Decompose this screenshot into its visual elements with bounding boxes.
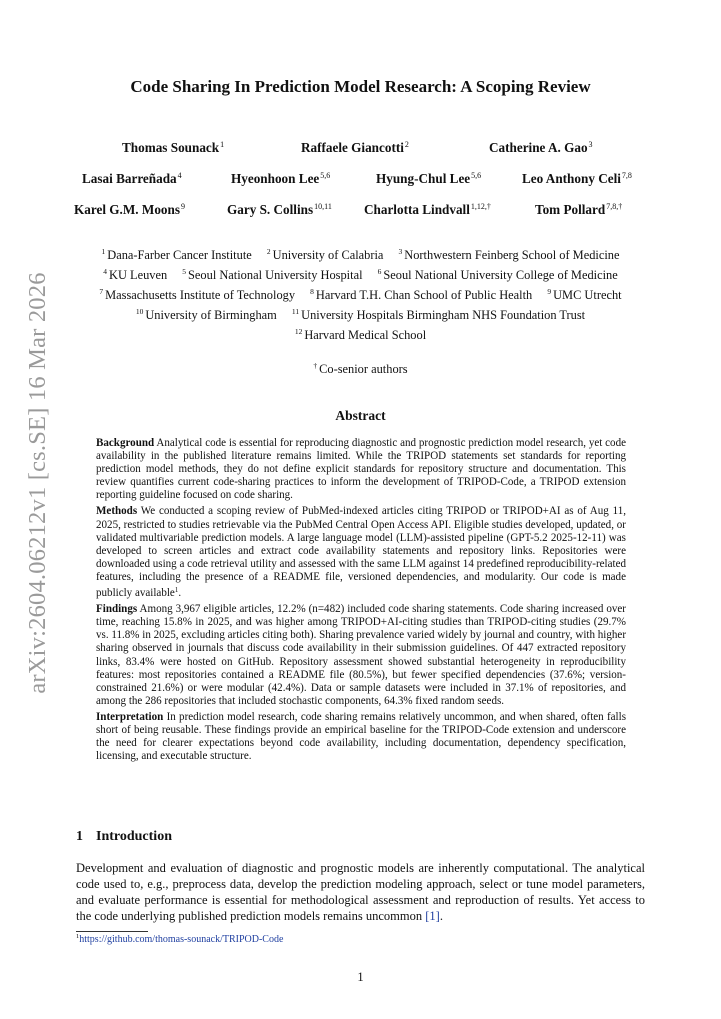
paper-title: Code Sharing In Prediction Model Research: A Scoping Review (130, 77, 591, 96)
affiliation: $^3$ Northwestern Feinberg School of Medicine (398, 247, 620, 262)
abstract-background: Background Analytical code is essential for reproducing diagnostic and prognostic prediction model research, yet code availability in the published literature remains limited. While the TRIPOD statements set standards for reporting prediction model methods, they do not define explicit standards for repository structure and documentation. This review quantifies current code-sharing practices to inform the development of TRIPOD-Code, a TRIPOD extension reporting guideline focused on code sharing. (96, 437, 626, 502)
citation-link[interactable]: [1] (425, 909, 440, 923)
affiliation: $^8$ Harvard T.H. Chan School of Public Health (310, 287, 533, 302)
affiliation: $^4$ KU Leuven (103, 267, 168, 282)
author-name: Karel G.M. Moons$^9$ (74, 202, 185, 217)
affiliation-line (0, 287, 721, 303)
page-number: 1 (357, 970, 364, 984)
affiliation-line (0, 327, 721, 343)
affiliation-line (0, 267, 721, 283)
affiliation: $^{10}$ University of Birmingham (135, 307, 277, 322)
author-name: Raffaele Giancotti$^2$ (301, 140, 409, 155)
affiliation: $^5$ Seoul National University Hospital (182, 267, 363, 282)
author-name: Hyeonhoon Lee$^{5,6}$ (231, 171, 331, 186)
author-name: Catherine A. Gao$^3$ (489, 140, 593, 155)
affiliation-line (0, 247, 721, 263)
footnote-link[interactable]: https://github.com/thomas-sounack/TRIPOD-Code (79, 934, 284, 945)
abstract-methods: Methods We conducted a scoping review of PubMed-indexed articles citing TRIPOD or TRIPOD+AI as of Aug 11, 2025, restricted to studies retrievable via the PubMed Central Open Access API. Eligible studies developed, updated, or validated multivariable prediction models. A large language model (LLM)-assisted pipeline (GPT-5.2 2025-12-11) was developed to screen articles and extract code availability statements and repository links. Repositories were downloaded using a code retrieval utility and assessed with the same LLM against 14 predefined reproducibility-related features, including the presence of a README file, versioned dependencies, and modularity. Our code is made publicly available$^1$. (96, 505, 626, 600)
author-name: Thomas Sounack$^1$ (122, 140, 225, 155)
affiliation: $^{11}$ University Hospitals Birmingham NHS Foundation Trust (291, 307, 586, 322)
footnote-divider (76, 931, 148, 932)
author-name: Tom Pollard$^{7,8,\dagger}$ (535, 202, 623, 217)
author-name: Hyung-Chul Lee$^{5,6}$ (376, 171, 482, 186)
author-name: Leo Anthony Celi$^{7,8}$ (522, 171, 632, 186)
abstract-interpretation: Interpretation In prediction model research, code sharing remains relatively uncommon, and when shared, often falls short of being reusable. These findings provide an empirical baseline for the TRIPOD-Code extension and underscore the need for clearer expectations beyond code availability, including documentation, dependency specification, licensing, and executable structure. (96, 710, 626, 763)
co-senior-note: † Co-senior authors (313, 361, 408, 376)
intro-paragraph: Development and evaluation of diagnostic and prognostic models are inherently computational. The analytical code used to, e.g., preprocess data, develop the prediction modeling approach, select or tune model parameters, and evaluate performance is essential for methodological assessment and reproduction of results. Yet access to the code underlying published prediction models remains uncommon [1]. (76, 861, 645, 923)
footnote: $^1$https://github.com/thomas-sounack/TRIPOD-Code (76, 933, 284, 945)
abstract-findings: Findings Among 3,967 eligible articles, 12.2% (n=482) included code sharing statements. Code sharing increased over time, reaching 15.8% in 2025, and was higher among TRIPOD+AI-citing studies than TRIPOD-citing studies (29.7% vs. 11.8% in 2025, excluding articles citing both). Sharing prevalence varied widely by journal and country, with higher sharing observed in journals that discuss code availability in their submission guidelines. Of 447 extracted repository links, 83.4% were hosted on GitHub. Repository assessment showed substantial heterogeneity in reproducibility features: most repositories contained a README file (80.5%), but fewer specified dependencies (37.6%; version-constrained 21.6%) or were modular (42.4%). Data or sample datasets were included in 37.1% of repositories, and among the 286 repositories that included stochastic components, 64.3% fixed random seeds. (96, 603, 626, 707)
affiliation: $^1$ Dana-Farber Cancer Institute (101, 247, 252, 262)
affiliation: $^9$ UMC Utrecht (547, 287, 622, 302)
affiliation-line (0, 307, 721, 323)
affiliation: $^7$ Massachusetts Institute of Technology (99, 287, 296, 302)
affiliation: $^6$ Seoul National University College of Medicine (377, 267, 618, 282)
author-name: Charlotta Lindvall$^{1,12,\dagger}$ (364, 202, 491, 217)
author-name: Gary S. Collins$^{10,11}$ (227, 202, 332, 217)
affiliation: $^{12}$ Harvard Medical School (294, 327, 427, 342)
arxiv-identifier: arXiv:2604.06212v1 [cs.SE] 16 Mar 2026 (24, 272, 51, 694)
section-heading: 1 Introduction (76, 829, 172, 844)
abstract-heading: Abstract (335, 408, 386, 423)
author-name: Lasai Barreñada$^4$ (82, 171, 182, 186)
affiliation: $^2$ University of Calabria (266, 247, 384, 262)
abstract (96, 437, 626, 766)
